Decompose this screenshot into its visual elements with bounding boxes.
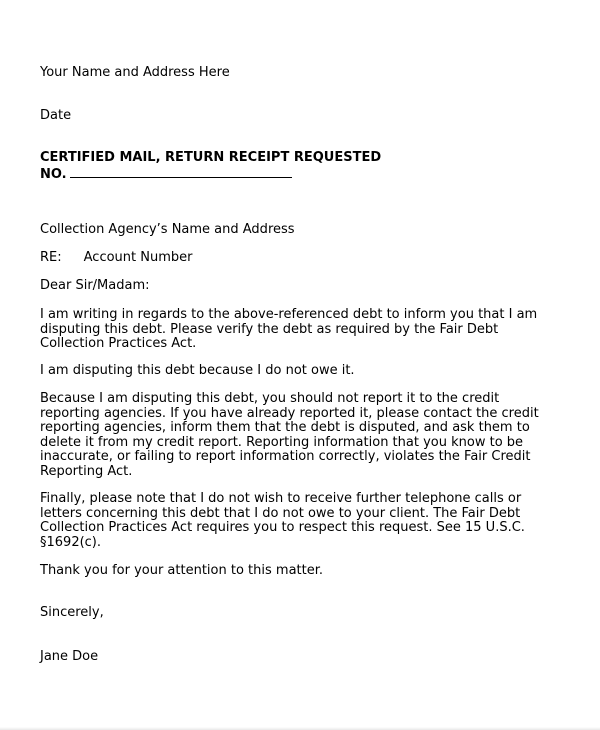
certified-number-blank: [70, 166, 292, 178]
paragraph-no-calls: Finally, please note that I do not wish to receive further telephone calls or letters concerning this debt that I do not owe to your client. The Fair Debt Collection Practices Act requires you to respect this request. See 15 U.S.C. §1692(c).: [40, 491, 525, 550]
paragraph-do-not-owe: I am disputing this debt because I do not owe it.: [40, 363, 355, 378]
reference-label: RE:: [40, 250, 62, 265]
paragraph-credit-reporting: Because I am disputing this debt, you should not report it to the credit reporting agencies. If you have already reported it, please contact the credit reporting agencies, inform them that the debt is disputed, and ask them to delete it from my credit report. Reporting information that you know to be inaccurate, or failing to report information correctly, violates the Fair Credit Reporting Act.: [40, 391, 539, 479]
signature-name: Jane Doe: [40, 649, 99, 664]
reference-line: [40, 251, 192, 266]
closing: Sincerely,: [40, 605, 104, 620]
reference-value: Account Number: [83, 250, 193, 265]
certified-mail-heading: CERTIFIED MAIL, RETURN RECEIPT REQUESTED: [40, 150, 382, 165]
recipient-name-address: Collection Agency’s Name and Address: [40, 222, 295, 237]
sender-name-address: Your Name and Address Here: [40, 65, 230, 80]
paragraph-verify-debt: I am writing in regards to the above-referenced debt to inform you that I am disputing this debt. Please verify the debt as required by the Fair Debt Collection Practices Act.: [40, 307, 538, 351]
certified-number-line: [40, 166, 292, 183]
salutation: Dear Sir/Madam:: [40, 278, 150, 293]
date-label: Date: [40, 108, 72, 123]
paragraph-thank-you: Thank you for your attention to this matter.: [40, 563, 324, 578]
certified-number-label: NO.: [40, 167, 67, 182]
